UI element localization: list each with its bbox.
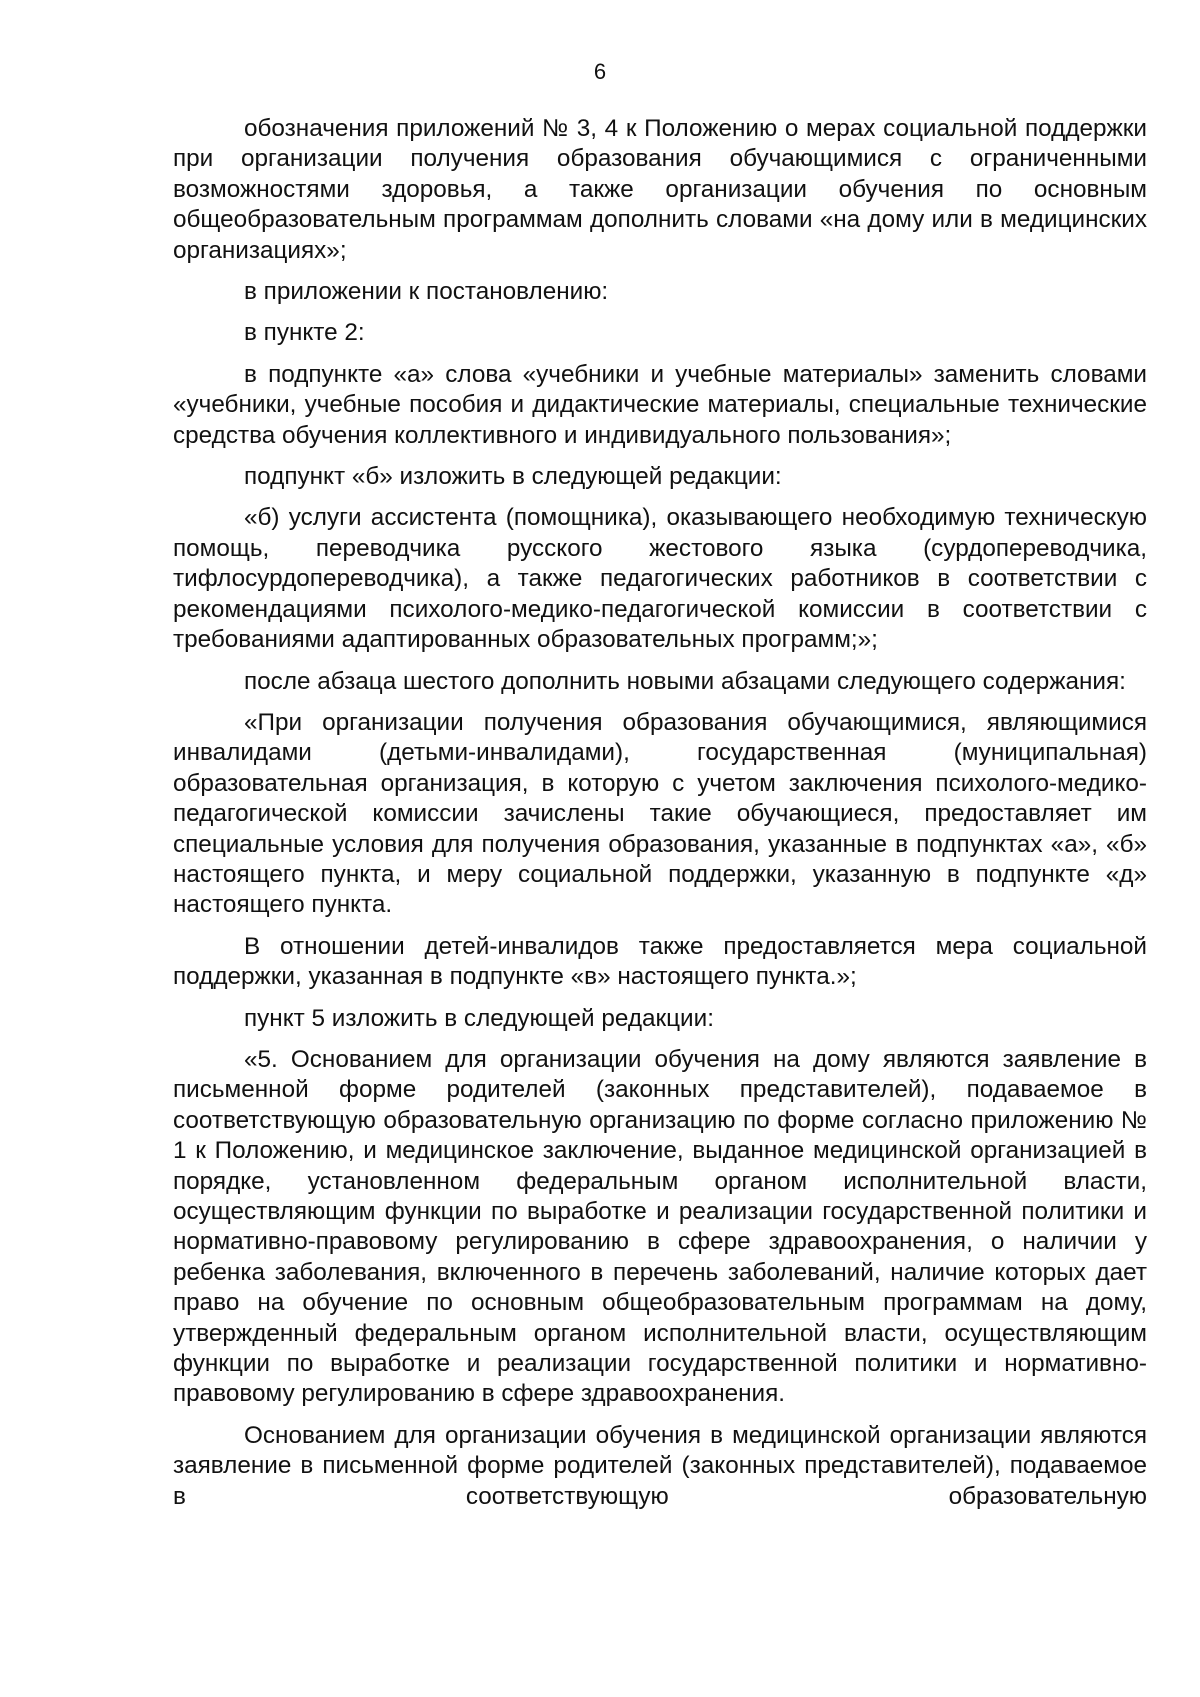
paragraph-item-2: в пункте 2:: [244, 319, 365, 347]
document-body: [173, 114, 1147, 1523]
paragraph-appendix-designations: обозначения приложений № 3, 4 к Положению о мерах социальной поддержки при организации получения образования обучающимися с ограниченными возможностями здоровья, а также организации обучения по основным общеобразовательным программам дополнить словами «на дому или в медицинских организациях»;: [173, 115, 1147, 264]
paragraph-resolution-appendix: в приложении к постановлению:: [244, 278, 609, 306]
paragraph-medical-organization: Основанием для организации обучения в медицинской организации являются заявление в письменной форме родителей (законных представителей), подаваемое в соответствующую образовательную: [173, 1421, 1147, 1510]
paragraph-disabled-children: В отношении детей-инвалидов также предоставляется мера социальной поддержки, указанная в подпункте «в» настоящего пункта.»;: [173, 932, 1147, 991]
paragraph-home-education: «5. Основанием для организации обучения на дому являются заявление в письменной форме родителей (законных представителей), подаваемое в соответствующую образовательную организацию по форме согласно приложению № 1 к Положению, и медицинское заключение, выданное медицинской организацией в порядке, установленном федеральным органом исполнительной власти, осуществляющим функции по выработке и реализации государственной политики и нормативно-правовому регулированию в сфере здравоохранения, о наличии у ребенка заболевания, включенного в перечень заболеваний, наличие которых дает право на обучение по основным общеобразовательным программам на дому, утвержденный федеральным органом исполнительной власти, осуществляющим функции по выработке и реализации государственной политики и нормативно-правовому регулированию в сфере здравоохранения.: [173, 1045, 1147, 1408]
paragraph-subitem-b-intro: подпункт «б» изложить в следующей редакции:: [244, 463, 782, 491]
paragraph-disabled-students: «При организации получения образования обучающимися, являющимися инвалидами (детьми-инвалидами), государственная (муниципальная) образовательная организация, в которую с учетом заключения психолого-медико-педагогической комиссии зачислены такие обучающиеся, предоставляет им специальные условия для получения образования, указанные в подпунктах «а», «б» настоящего пункта, и меру социальной поддержки, указанную в подпункте «д» настоящего пункта.: [173, 708, 1147, 919]
paragraph-subitem-a: в подпункте «а» слова «учебники и учебные материалы» заменить словами «учебники, учебные пособия и дидактические материалы, специальные технические средства обучения коллективного и индивидуального пользования»;: [173, 360, 1147, 449]
paragraph-subitem-b-text: «б) услуги ассистента (помощника), оказывающего необходимую техническую помощь, переводчика русского жестового языка (сурдопереводчика, тифлосурдопереводчика), а также педагогических работников в соответствии с рекомендациями психолого-медико-педагогической комиссии в соответствии с требованиями адаптированных образовательных программ;»;: [173, 504, 1147, 654]
paragraph-item-5-intro: пункт 5 изложить в следующей редакции:: [244, 1004, 714, 1032]
page-number: 6: [593, 59, 607, 84]
paragraph-after-sixth-intro: после абзаца шестого дополнить новыми абзацами следующего содержания:: [244, 667, 1126, 695]
